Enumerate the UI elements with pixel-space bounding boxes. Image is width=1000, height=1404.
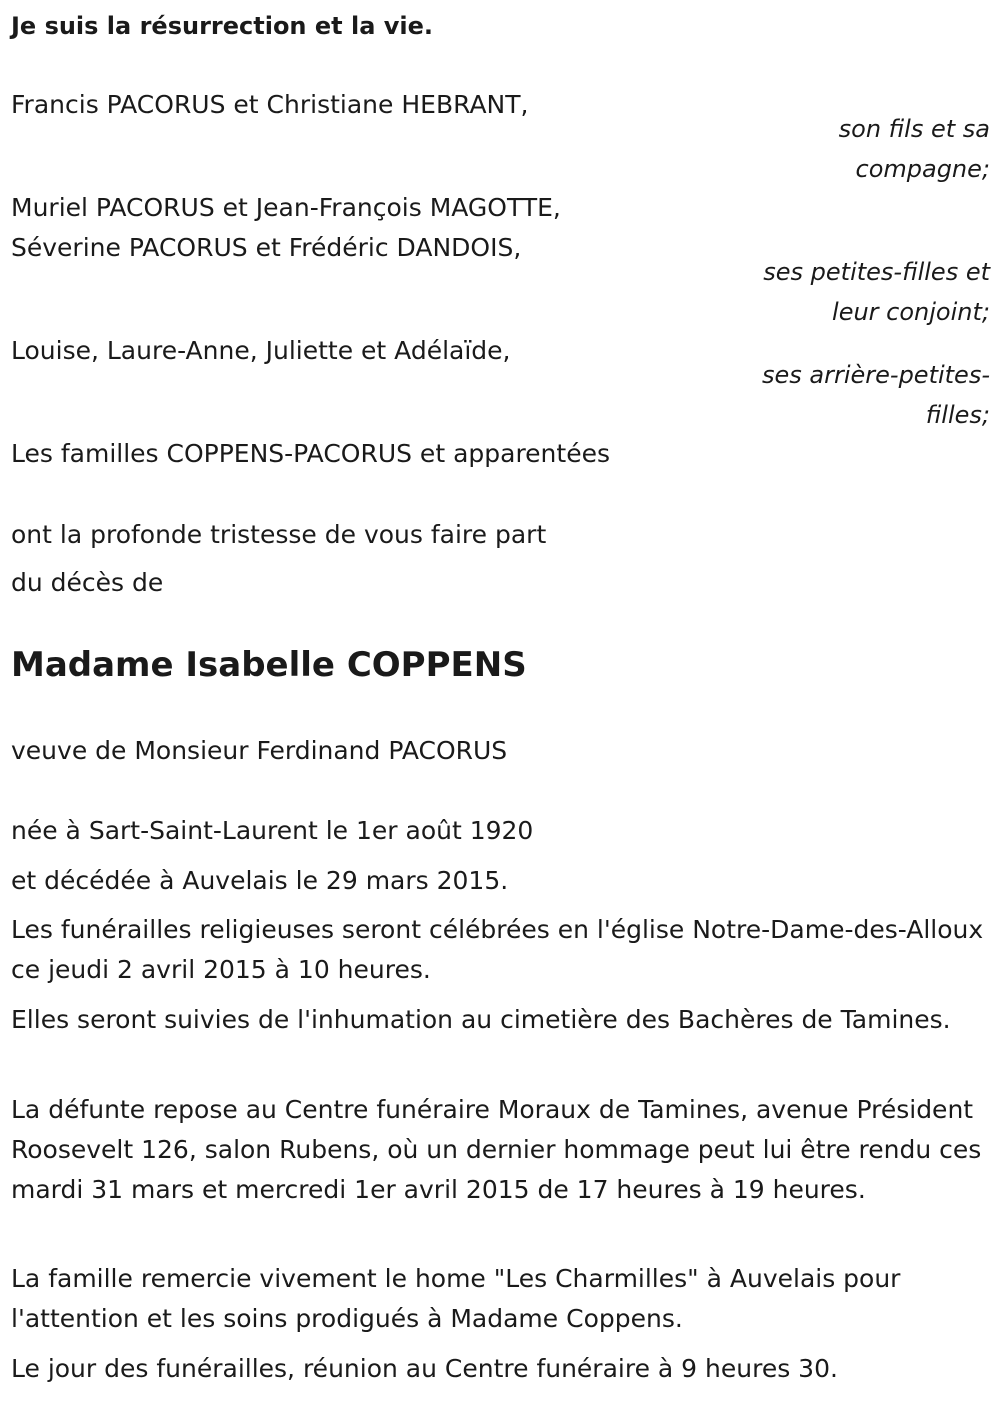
deceased-name: Madame Isabelle COPPENS xyxy=(11,645,527,685)
granddaughters-names-2: Séverine PACORUS et Frédéric DANDOIS, xyxy=(11,233,522,262)
son-role-line-2: compagne; xyxy=(855,155,990,183)
great-granddaughters-names: Louise, Laure-Anne, Juliette et Adélaïde, xyxy=(11,336,511,365)
announcement-line-1: ont la profonde tristesse de vous faire part xyxy=(11,520,547,549)
birth-info: née à Sart-Saint-Laurent le 1er août 1920 xyxy=(11,816,534,845)
granddaughters-role-line-1: ses petites-filles et xyxy=(763,258,990,286)
son-role-line-1: son fils et sa xyxy=(838,115,990,143)
funeral-paragraph: Les funérailles religieuses seront célébrées en l'église Notre-Dame-des-Alloux ce jeudi 2 avril 2015 à 10 heures. xyxy=(11,915,984,984)
granddaughters-role-line-2: leur conjoint; xyxy=(832,298,990,326)
thanks-paragraph: La famille remercie vivement le home "Les Charmilles" à Auvelais pour l'attention et les soins prodigués à Madame Coppens. xyxy=(11,1264,901,1333)
burial-paragraph: Elles seront suivies de l'inhumation au cimetière des Bachères de Tamines. xyxy=(11,1005,951,1034)
death-info: et décédée à Auvelais le 29 mars 2015. xyxy=(11,866,509,895)
great-granddaughters-role-line-1: ses arrière-petites- xyxy=(762,361,990,389)
visitation-paragraph: La défunte repose au Centre funéraire Moraux de Tamines, avenue Président Roosevelt 126, salon Rubens, où un dernier hommage peut lui être rendu ces mardi 31 mars et mercredi 1er avril 2015 de 17 heures à 19 heures. xyxy=(11,1095,982,1204)
granddaughters-names-1: Muriel PACORUS et Jean-François MAGOTTE, xyxy=(11,193,561,222)
announcement-line-2: du décès de xyxy=(11,568,164,597)
verse-heading: Je suis la résurrection et la vie. xyxy=(11,12,434,40)
widow-of: veuve de Monsieur Ferdinand PACORUS xyxy=(11,736,508,765)
son-names: Francis PACORUS et Christiane HEBRANT, xyxy=(11,90,529,119)
great-granddaughters-role-line-2: filles; xyxy=(925,401,990,429)
families-line: Les familles COPPENS-PACORUS et apparentées xyxy=(11,439,610,468)
gathering-paragraph: Le jour des funérailles, réunion au Centre funéraire à 9 heures 30. xyxy=(11,1354,838,1383)
